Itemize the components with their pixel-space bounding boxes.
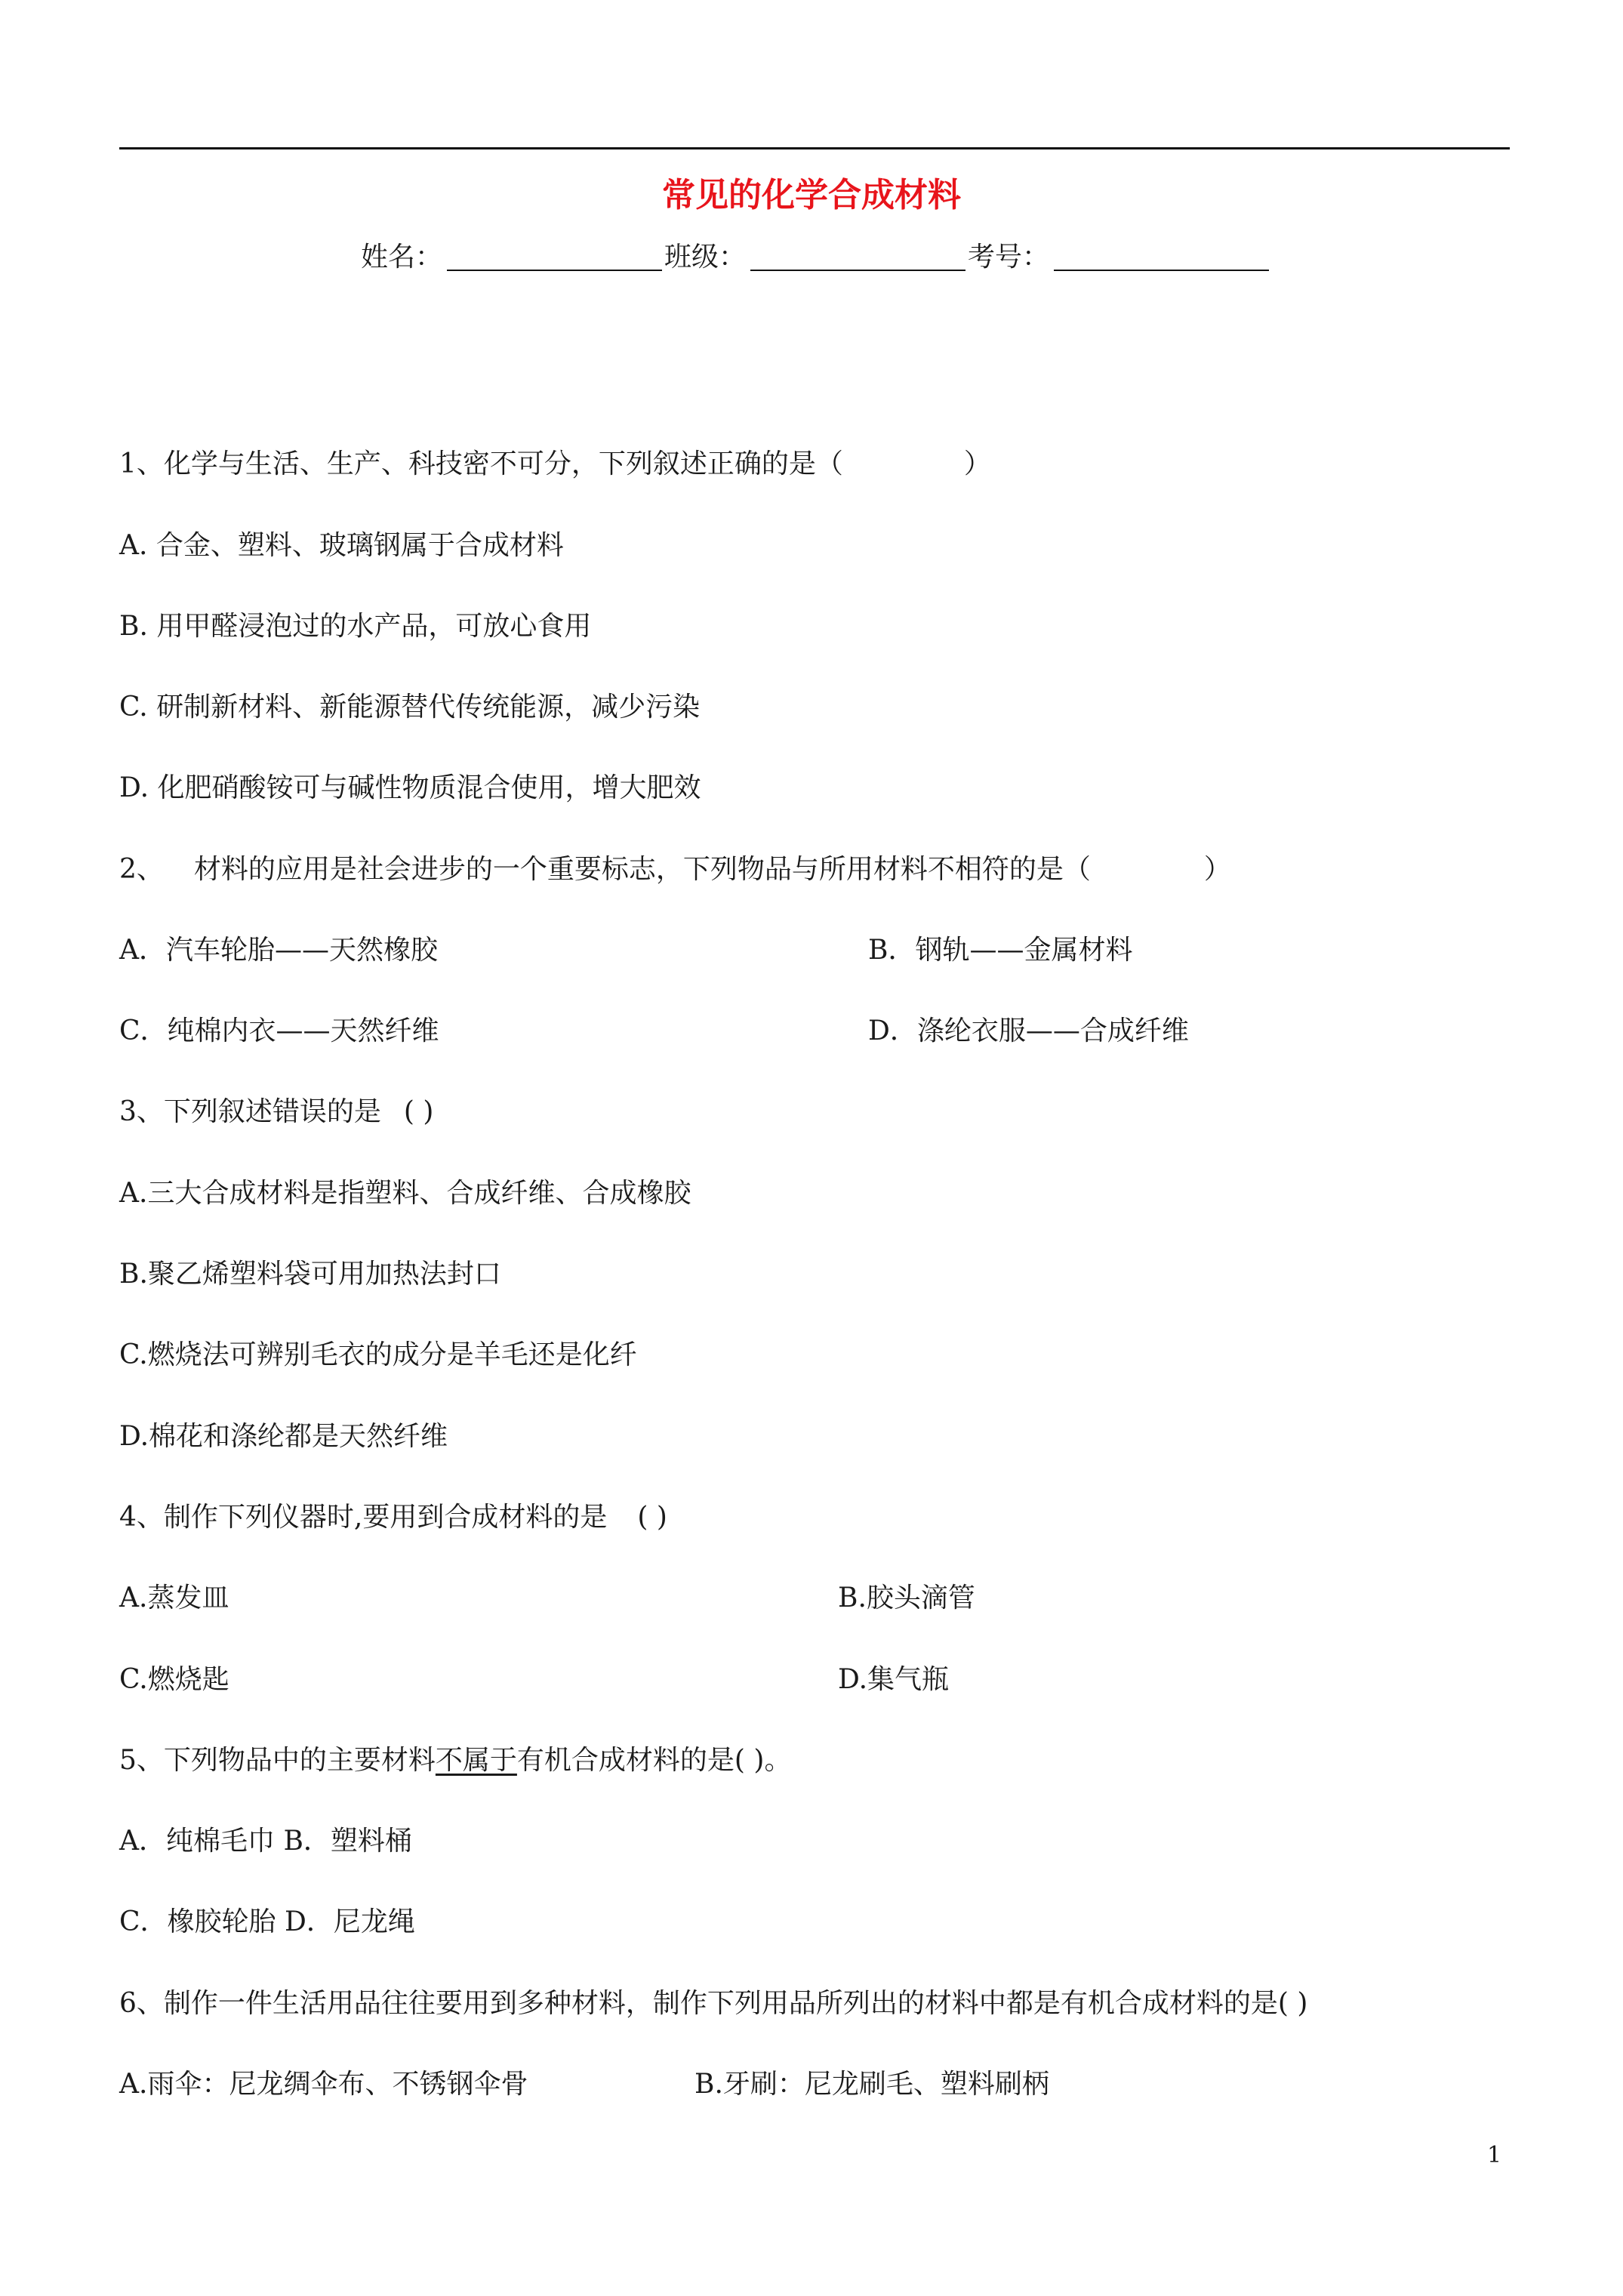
q2-option-a: A．汽车轮胎——天然橡胶 (119, 935, 438, 966)
page-title: 常见的化学合成材料 (662, 176, 961, 214)
q3-stem: 3、下列叙述错误的是 ( ) (119, 1096, 434, 1127)
q5-underlined-phrase: 不属于 (435, 1745, 517, 1776)
q4-option-b: B.胶头滴管 (838, 1583, 975, 1613)
q4-stem: 4、制作下列仪器时,要用到合成材料的是 ( ) (119, 1502, 667, 1533)
q3-option-d: D.棉花和涤纶都是天然纤维 (119, 1421, 448, 1452)
q5-options-ab: A．纯棉毛巾 B．塑料桶 (119, 1826, 412, 1857)
q1-option-d: D. 化肥硝酸铵可与碱性物质混合使用，增大肥效 (119, 772, 701, 803)
q5-stem: 5、下列物品中的主要材料不属于有机合成材料的是( )。 (119, 1745, 792, 1776)
q3-option-c: C.燃烧法可辨别毛衣的成分是羊毛还是化纤 (119, 1339, 637, 1370)
q4-option-a: A.蒸发皿 (119, 1583, 229, 1613)
exam-blank (1054, 270, 1269, 271)
class-label: 班级： (664, 242, 747, 273)
q4-option-d: D.集气瓶 (838, 1664, 950, 1695)
q3-option-a: A.三大合成材料是指塑料、合成纤维、合成橡胶 (119, 1178, 691, 1209)
q6-option-a: A.雨伞：尼龙绸伞布、不锈钢伞骨 (119, 2069, 528, 2100)
name-blank (447, 270, 662, 271)
q6-stem: 6、制作一件生活用品往往要用到多种材料，制作下列用品所列出的材料中都是有机合成材料的是( ) (119, 1988, 1308, 2019)
exam-label: 考号： (968, 242, 1050, 273)
header-rule (119, 147, 1510, 149)
q5-options-cd: C．橡胶轮胎 D．尼龙绳 (119, 1906, 415, 1937)
q2-stem: 2、 材料的应用是社会进步的一个重要标志，下列物品与所用材料不相符的是（ ） (119, 854, 1231, 885)
q2-option-b: B．钢轨——金属材料 (868, 935, 1133, 966)
name-label: 姓名： (361, 242, 443, 273)
q4-option-c: C.燃烧匙 (119, 1664, 229, 1695)
q2-option-c: C．纯棉内衣——天然纤维 (119, 1015, 439, 1046)
q1-stem: 1、化学与生活、生产、科技密不可分，下列叙述正确的是（ ） (119, 448, 991, 479)
q1-option-b: B. 用甲醛浸泡过的水产品，可放心食用 (119, 611, 592, 642)
page-number: 1 (1487, 2142, 1502, 2168)
q6-option-b: B.牙刷：尼龙刷毛、塑料刷柄 (694, 2069, 1049, 2100)
q2-option-d: D．涤纶衣服——合成纤维 (868, 1015, 1189, 1046)
q1-option-c: C. 研制新材料、新能源替代传统能源，减少污染 (119, 692, 701, 723)
q1-option-a: A. 合金、塑料、玻璃钢属于合成材料 (119, 530, 564, 561)
q3-option-b: B.聚乙烯塑料袋可用加热法封口 (119, 1259, 501, 1290)
class-blank (750, 270, 965, 271)
